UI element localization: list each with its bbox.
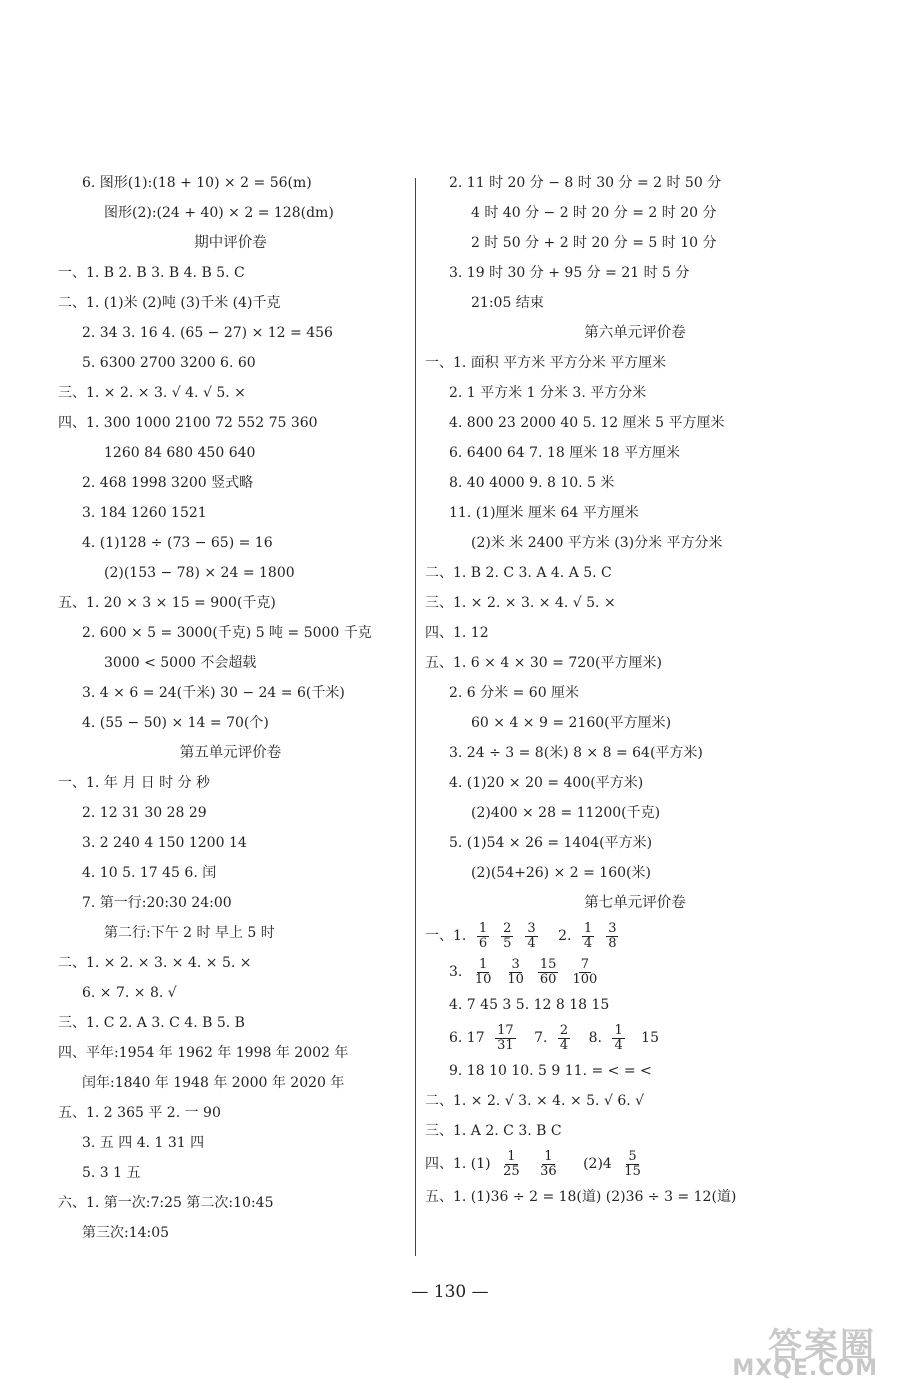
fraction-numerator: 1	[478, 920, 488, 936]
fraction-denominator: 4	[583, 935, 593, 951]
fraction-numerator: 1	[583, 920, 593, 936]
fraction-denominator: 25	[503, 1163, 520, 1179]
answer-label: 3.	[449, 964, 463, 980]
answer-line: 5. 3 1 五	[82, 1165, 141, 1181]
fraction-numerator: 2	[559, 1022, 569, 1038]
answer-line: 五、1. 2 365 平 2. 一 90	[58, 1105, 221, 1121]
right-top-lines	[425, 168, 845, 918]
fraction	[501, 1150, 522, 1179]
fraction-numerator: 1	[507, 1148, 516, 1164]
answer-line: 一、1. 年 月 日 时 分 秒	[58, 775, 211, 791]
answer-line: 3. 4 × 6 = 24(千米) 30 − 24 = 6(千米)	[82, 685, 345, 701]
answer-line: 3. 24 ÷ 3 = 8(米) 8 × 8 = 64(平方米)	[449, 745, 703, 761]
answer-line-u7-q4: 4. 7 45 3 5. 12 8 18 15	[449, 997, 610, 1013]
answer-line: 三、1. C 2. A 3. C 4. B 5. B	[58, 1015, 245, 1031]
answer-line: 二、1. × 2. × 3. × 4. × 5. ×	[58, 955, 252, 971]
answer-line: (2)(153 − 78) × 24 = 1800	[104, 565, 295, 581]
fraction	[505, 958, 526, 987]
fraction-denominator: 4	[559, 1037, 569, 1053]
answer-label: 15	[641, 1030, 659, 1046]
fraction-group	[576, 920, 625, 951]
fraction	[612, 1024, 624, 1053]
fraction-numerator: 3	[511, 956, 520, 972]
answer-line: 4. (1)20 × 20 = 400(平方米)	[449, 775, 644, 791]
answer-label: 8.	[588, 1030, 602, 1046]
answer-line: 四、1. 12	[425, 625, 489, 641]
answer-line: 一、1. B 2. B 3. B 4. B 5. C	[58, 265, 245, 281]
answer-line: 四、1. 300 1000 2100 72 552 75 360	[58, 415, 318, 431]
fraction	[525, 922, 537, 951]
answer-line-u7-q9: 9. 18 10 10. 5 9 11. = < = <	[449, 1063, 652, 1079]
answer-line: 2. 600 × 5 = 3000(千克) 5 吨 = 5000 千克	[82, 625, 372, 641]
fraction-denominator: 4	[527, 935, 536, 951]
answer-line: 四、平年:1954 年 1962 年 1998 年 2002 年	[58, 1045, 349, 1061]
fraction-denominator: 6	[478, 935, 488, 951]
answer-line: 第三次:14:05	[82, 1225, 170, 1241]
fraction-group	[489, 1022, 522, 1053]
fraction-group	[616, 1148, 649, 1179]
fraction-numerator: 5	[628, 1148, 637, 1164]
answer-line: 21:05 结束	[471, 295, 544, 311]
answer-label: 四、1. (1)	[425, 1156, 491, 1172]
fraction	[501, 922, 513, 951]
answer-line: (2)400 × 28 = 11200(千克)	[471, 805, 661, 821]
answer-label: 7.	[534, 1030, 548, 1046]
answer-line: 二、1. (1)米 (2)吨 (3)千米 (4)千克	[58, 295, 281, 311]
answer-line: 三、1. × 2. × 3. √ 4. √ 5. ×	[58, 385, 246, 401]
answer-line: 2. 6 分米 = 60 厘米	[449, 685, 580, 701]
fraction-numerator: 17	[497, 1022, 514, 1038]
answer-line: 闰年:1840 年 1948 年 2000 年 2020 年	[82, 1075, 345, 1091]
fraction-group	[606, 1022, 630, 1053]
answer-line: 二、1. × 2. √ 3. × 4. × 5. √ 6. √	[425, 1093, 645, 1109]
answer-line: 三、1. × 2. × 3. × 4. √ 5. ×	[425, 595, 616, 611]
answer-line-u7-s4	[425, 1146, 845, 1182]
answer-line: 6. 图形(1):(18 + 10) × 2 = 56(m)	[82, 175, 312, 191]
answer-line: 五、1. 6 × 4 × 30 = 720(平方厘米)	[425, 655, 662, 671]
section-title: 第七单元评价卷	[584, 895, 686, 911]
fraction	[495, 1024, 516, 1053]
answer-line: 4. (1)128 ÷ (73 − 65) = 16	[82, 535, 273, 551]
fraction-denominator: 31	[497, 1037, 514, 1053]
watermark-url: MXQE.COM	[732, 1356, 878, 1381]
fraction-numerator: 1	[614, 1022, 623, 1038]
answer-line: 3000 < 5000 不会超载	[104, 655, 257, 671]
fraction-numerator: 3	[608, 920, 617, 936]
answer-line-u7-s5: 五、1. (1)36 ÷ 2 = 18(道) (2)36 ÷ 3 = 12(道)	[425, 1189, 737, 1205]
right-column	[425, 168, 845, 1212]
fraction-denominator: 15	[624, 1163, 641, 1179]
answer-line: 2. 34 3. 16 4. (65 − 27) × 12 = 456	[82, 325, 333, 341]
fraction	[622, 1150, 643, 1179]
fraction	[477, 922, 489, 951]
answer-line: 6. 6400 64 7. 18 厘米 18 平方厘米	[449, 445, 680, 461]
answer-line: 二、1. B 2. C 3. A 4. A 5. C	[425, 565, 612, 581]
fraction-group	[495, 1148, 528, 1179]
fraction	[582, 922, 594, 951]
answer-line-u7-q1	[425, 918, 845, 954]
fraction	[606, 922, 618, 951]
section-title: 期中评价卷	[194, 235, 267, 251]
fraction	[538, 1150, 559, 1179]
fraction-group	[471, 920, 544, 951]
answer-line: 5. 6300 2700 3200 6. 60	[82, 355, 256, 371]
answer-line: 一、1. 面积 平方米 平方分米 平方厘米	[425, 355, 667, 371]
answer-line: 2. 11 时 20 分 − 8 时 30 分 = 2 时 50 分	[449, 175, 722, 191]
answer-line: 6. × 7. × 8. √	[82, 985, 177, 1001]
fraction-numerator: 7	[580, 956, 589, 972]
fraction	[538, 958, 559, 987]
answer-line: 1260 84 680 450 640	[104, 445, 256, 461]
fraction-denominator: 36	[540, 1163, 557, 1179]
fraction-numerator: 1	[544, 1148, 553, 1164]
fraction	[570, 958, 599, 987]
answer-line-u7-q3	[425, 954, 845, 990]
fraction-denominator: 60	[539, 971, 557, 987]
fraction-denominator: 5	[503, 935, 512, 951]
answer-label: (2)4	[583, 1156, 612, 1172]
answer-line: 11. (1)厘米 厘米 64 平方厘米	[449, 505, 639, 521]
fraction-denominator: 8	[608, 935, 617, 951]
answer-line: 2. 468 1998 3200 竖式略	[82, 475, 254, 491]
watermark-title: 答案圈	[768, 1326, 876, 1366]
fraction-denominator: 10	[474, 971, 492, 987]
answer-line: 2 时 50 分 + 2 时 20 分 = 5 时 10 分	[471, 235, 717, 251]
answer-label: 一、1.	[425, 928, 467, 944]
answer-line: 3. 184 1260 1521	[82, 505, 207, 521]
answer-line-u7-q6	[425, 1020, 845, 1056]
answer-label: 2.	[558, 928, 572, 944]
fraction-group	[552, 1022, 576, 1053]
answer-line: 4 时 40 分 − 2 时 20 分 = 2 时 20 分	[471, 205, 717, 221]
answer-line: 六、1. 第一次:7:25 第二次:10:45	[58, 1195, 274, 1211]
fraction-numerator: 15	[539, 956, 557, 972]
answer-line: 三、1. A 2. C 3. B C	[425, 1123, 562, 1139]
answer-line: 4. 800 23 2000 40 5. 12 厘米 5 平方厘米	[449, 415, 725, 431]
answer-line: 2. 1 平方米 1 分米 3. 平方分米	[449, 385, 647, 401]
answer-line: 4. 10 5. 17 45 6. 闰	[82, 865, 217, 881]
fraction	[473, 958, 494, 987]
fraction-denominator: 4	[614, 1037, 623, 1053]
answer-line: 8. 40 4000 9. 8 10. 5 米	[449, 475, 615, 491]
right-rest-lines	[425, 1086, 845, 1146]
fraction-numerator: 1	[478, 956, 488, 972]
left-column	[58, 168, 403, 1248]
answer-line: 4. (55 − 50) × 14 = 70(个)	[82, 715, 269, 731]
fraction-denominator: 10	[507, 971, 524, 987]
fraction-group	[532, 1148, 565, 1179]
watermark-logo	[706, 1318, 886, 1384]
fraction-denominator: 100	[572, 971, 598, 987]
page-number: — 130 —	[411, 1282, 489, 1302]
answer-line: 图形(2):(24 + 40) × 2 = 128(dm)	[104, 205, 334, 221]
fraction	[558, 1024, 570, 1053]
answer-line: 2. 12 31 30 28 29	[82, 805, 207, 821]
fraction-group	[467, 956, 605, 987]
column-divider	[415, 178, 416, 1256]
fraction-numerator: 2	[503, 920, 512, 936]
answer-line: 5. (1)54 × 26 = 1404(平方米)	[449, 835, 653, 851]
section-title: 第六单元评价卷	[584, 325, 686, 341]
answer-line: 3. 五 四 4. 1 31 四	[82, 1135, 205, 1151]
section-title: 第五单元评价卷	[179, 745, 282, 761]
answer-line: 3. 2 240 4 150 1200 14	[82, 835, 247, 851]
fraction-numerator: 3	[527, 920, 536, 936]
answer-line: 60 × 4 × 9 = 2160(平方厘米)	[471, 715, 672, 731]
answer-line: 3. 19 时 30 分 + 95 分 = 21 时 5 分	[449, 265, 690, 281]
answer-line: 7. 第一行:20:30 24:00	[82, 895, 232, 911]
answer-line: (2)米 米 2400 平方米 (3)分米 平方分米	[471, 535, 723, 551]
answer-line: (2)(54+26) × 2 = 160(米)	[471, 865, 651, 881]
answer-line: 第二行:下午 2 时 早上 5 时	[104, 925, 275, 941]
answer-label: 6. 17	[449, 1030, 485, 1046]
answer-line: 五、1. 20 × 3 × 15 = 900(千克)	[58, 595, 276, 611]
